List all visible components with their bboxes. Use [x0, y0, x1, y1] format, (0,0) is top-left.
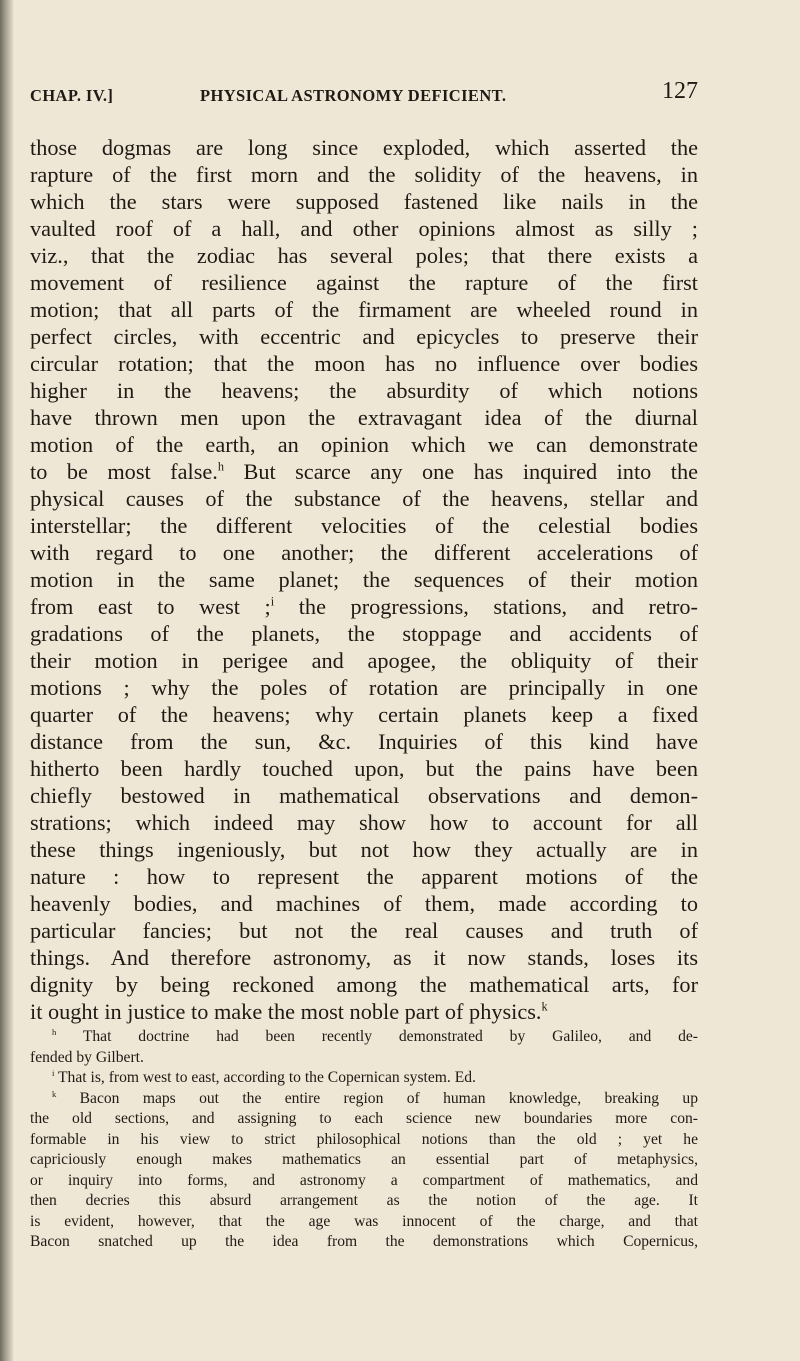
footnote-ref-k: k [541, 999, 548, 1014]
text-line: distance from the sun, &c. Inquiries of this kind have [30, 729, 698, 754]
book-gutter-shadow [0, 0, 14, 1361]
text-segment: it ought in justice to make the most noble part of physics. [30, 999, 542, 1024]
text-line: these things ingeniously, but not how they actually are in [30, 837, 698, 862]
body-text [30, 134, 698, 1025]
text-line: motions ; why the poles of rotation are principally in one [30, 675, 698, 700]
text-line [30, 998, 698, 1025]
chapter-label: CHAP. IV.] [30, 86, 114, 105]
footnote-h [30, 1027, 698, 1048]
page-number: 127 [662, 78, 698, 104]
text-segment: from east to west ; [30, 594, 271, 619]
footnote-line: the old sections, and assigning to each science new boundaries more con- [30, 1110, 698, 1127]
text-line: have thrown men upon the extravagant idea of the diurnal [30, 405, 698, 430]
footnote-line: capriciously enough makes mathematics an essential part of metaphysics, [30, 1151, 698, 1168]
text-line: things. And therefore astronomy, as it now stands, loses its [30, 945, 698, 970]
running-title: PHYSICAL ASTRONOMY DEFICIENT. [200, 86, 507, 105]
footnote-text: That doctrine had been recently demonstrated by Galileo, and de- [82, 1028, 698, 1045]
text-line: movement of resilience against the rapture of the first [30, 270, 698, 295]
book-page [30, 78, 698, 1253]
text-line: which the stars were supposed fastened like nails in the [30, 189, 698, 214]
text-line: particular fancies; but not the real causes and truth of [30, 918, 698, 943]
footnote-line: Bacon snatched up the idea from the demonstrations which Copernicus, [30, 1233, 698, 1250]
text-line: perfect circles, with eccentric and epicycles to preserve their [30, 324, 698, 349]
footnote-text: That is, from west to east, according to the Copernican system. Ed. [58, 1069, 476, 1086]
text-line: strations; which indeed may show how to account for all [30, 810, 698, 835]
footnote-mark: i [52, 1068, 55, 1078]
text-line: those dogmas are long since exploded, which asserted the [30, 135, 698, 160]
text-line: heavenly bodies, and machines of them, made according to [30, 891, 698, 916]
footnote-line: fended by Gilbert. [30, 1048, 144, 1066]
text-line: motion in the same planet; the sequences of their motion [30, 567, 698, 592]
text-line: rapture of the first morn and the solidity of the heavens, in [30, 162, 698, 187]
footnote-text: Bacon maps out the entire region of human knowledge, breaking up [79, 1089, 698, 1107]
footnote-line: formable in his view to strict philosophical notions than the old ; yet he [30, 1130, 698, 1148]
text-line: motion of the earth, an opinion which we can demonstrate [30, 432, 698, 457]
footnote-k [30, 1089, 698, 1110]
footnote-line: is evident, however, that the age was innocent of the charge, and that [30, 1212, 698, 1230]
text-segment: to be most false. [30, 459, 218, 484]
text-line [30, 458, 698, 485]
text-segment: But scarce any one has inquired into the [223, 459, 698, 484]
text-line: their motion in perigee and apogee, the obliquity of their [30, 648, 698, 673]
footnote-ref-h: h [217, 459, 224, 474]
footnote-line: then decries this absurd arrangement as the notion of the age. It [30, 1192, 698, 1209]
footnotes [30, 1027, 698, 1253]
text-line: quarter of the heavens; why certain planets keep a fixed [30, 702, 698, 727]
text-line: with regard to one another; the different accelerations of [30, 540, 698, 565]
footnote-mark: h [52, 1027, 57, 1037]
text-line: dignity by being reckoned among the mathematical arts, for [30, 972, 698, 997]
text-line: motion; that all parts of the firmament are wheeled round in [30, 297, 698, 322]
footnote-ref-i: i [270, 594, 275, 609]
text-line: viz., that the zodiac has several poles; that there exists a [30, 243, 698, 268]
footnote-mark: k [52, 1088, 57, 1099]
text-line: hitherto been hardly touched upon, but the pains have been [30, 756, 698, 781]
text-line: vaulted roof of a hall, and other opinions almost as silly ; [30, 216, 698, 241]
text-line: chiefly bestowed in mathematical observations and demon- [30, 783, 698, 808]
footnote-line: or inquiry into forms, and astronomy a compartment of mathematics, and [30, 1171, 698, 1189]
text-segment: the progressions, stations, and retro- [274, 594, 698, 619]
text-line: gradations of the planets, the stoppage and accidents of [30, 621, 698, 646]
running-header [30, 78, 698, 112]
text-line: physical causes of the substance of the heavens, stellar and [30, 486, 698, 511]
footnote-i [30, 1068, 698, 1089]
text-line: interstellar; the different velocities of the celestial bodies [30, 513, 698, 538]
text-line: higher in the heavens; the absurdity of which notions [30, 378, 698, 403]
text-line [30, 593, 698, 620]
text-line: nature : how to represent the apparent motions of the [30, 864, 698, 889]
text-line: circular rotation; that the moon has no influence over bodies [30, 351, 698, 376]
